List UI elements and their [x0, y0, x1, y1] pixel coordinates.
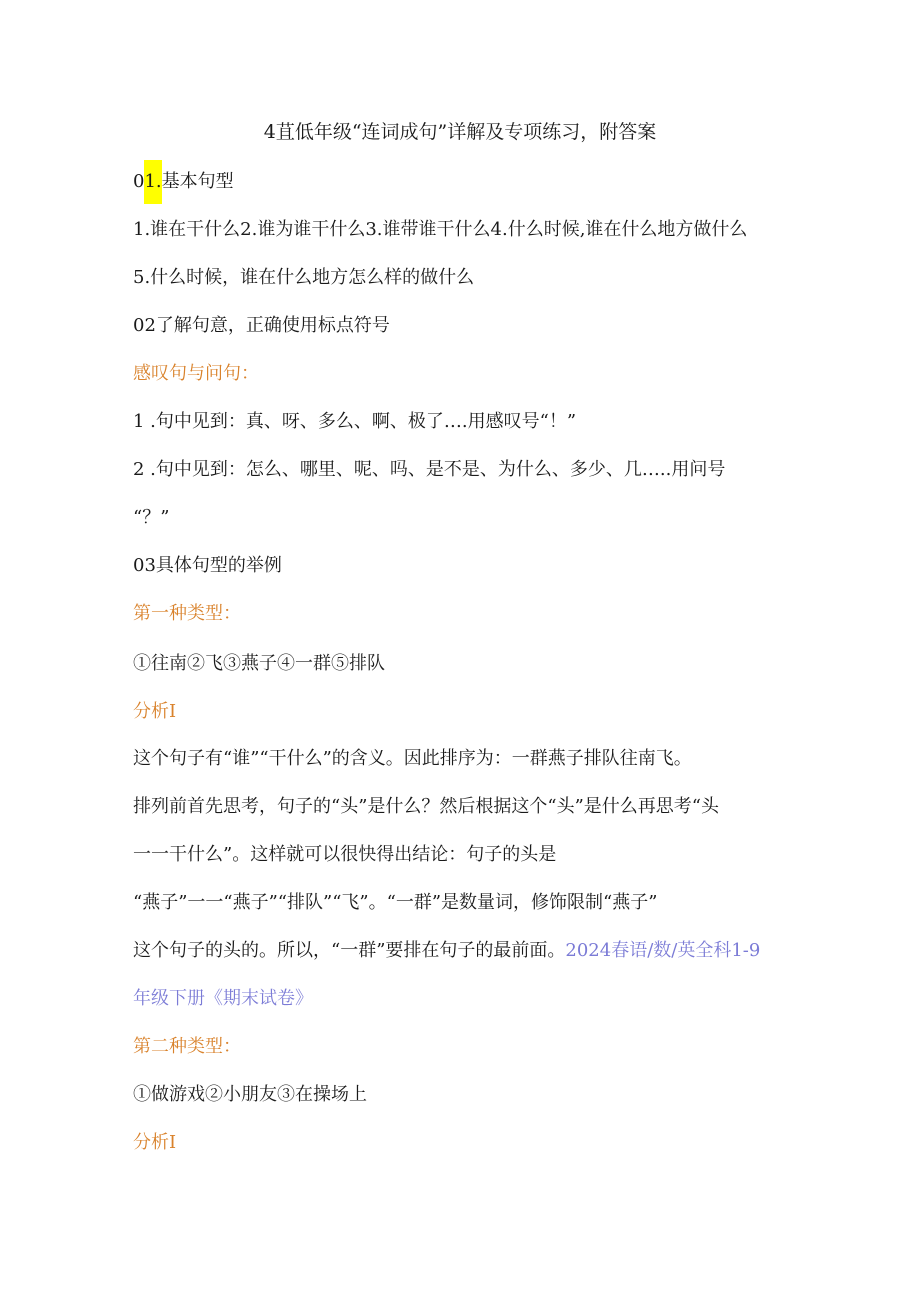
rule-question-line-1: 2 .句中见到：怎么、哪里、呢、吗、是不是、为什么、多少、几…..用问号 — [133, 459, 726, 480]
document-title: 4苴低年级“连词成句”详解及专项练习，附答案 — [263, 121, 657, 143]
analysis-1-paragraph-2-line-1: 排列前首先思考，句子的“头”是什么？然后根据这个“头”是什么再思考“头 — [133, 796, 720, 817]
promo-link-line-1[interactable]: 2024春语/数/英全科1-9 — [565, 940, 761, 961]
section-1-number-highlight: 1. — [144, 160, 161, 204]
analysis-2-heading: 分析I — [133, 1132, 177, 1153]
section-1-heading — [133, 168, 234, 196]
promo-link-line-2[interactable]: 年级下册《期末试卷》 — [133, 988, 313, 1009]
rule-exclamation: 1 .句中见到：真、呀、多么、啊、极了….用感叹号“！” — [133, 411, 577, 432]
type-2-heading: 第二种类型： — [133, 1036, 241, 1057]
section-2-heading: 02了解句意，正确使用标点符号 — [133, 315, 390, 336]
section-1-title: 基本句型 — [161, 171, 234, 192]
analysis-1-heading: 分析I — [133, 701, 177, 722]
analysis-1-paragraph-1: 这个句子有“谁”“干什么”的含义。因此排序为：一群燕子排队往南飞。 — [133, 748, 692, 769]
section-1-number: 0 — [133, 171, 145, 192]
analysis-1-paragraph-2-line-4 — [133, 937, 760, 965]
type-2-words: ①做游戏②小朋友③在操场上 — [133, 1084, 367, 1105]
type-1-heading: 第一种类型： — [133, 603, 241, 624]
sentence-patterns-line-1: 1.谁在干什么2.谁为谁干什么3.谁带谁干什么4.什么时候,谁在什么地方做什么 — [133, 219, 748, 240]
type-1-words: ①往南②飞③燕子④一群⑤排队 — [133, 653, 385, 674]
analysis-1-conclusion: 这个句子的头的。所以，“一群”要排在句子的最前面。 — [133, 940, 566, 961]
rule-question-line-2: “？” — [133, 507, 170, 528]
exclaim-question-heading: 感叹句与问句： — [133, 363, 259, 384]
analysis-1-paragraph-2-line-2: 一一干什么”。这样就可以很快得出结论：句子的头是 — [133, 844, 557, 865]
analysis-1-paragraph-2-line-3: “燕子”一一“燕子”“排队”“飞”。“一群”是数量词，修饰限制“燕子” — [133, 892, 658, 913]
section-3-heading: 03具体句型的举例 — [133, 555, 282, 576]
sentence-patterns-line-2: 5.什么时候，谁在什么地方怎么样的做什么 — [133, 267, 475, 288]
